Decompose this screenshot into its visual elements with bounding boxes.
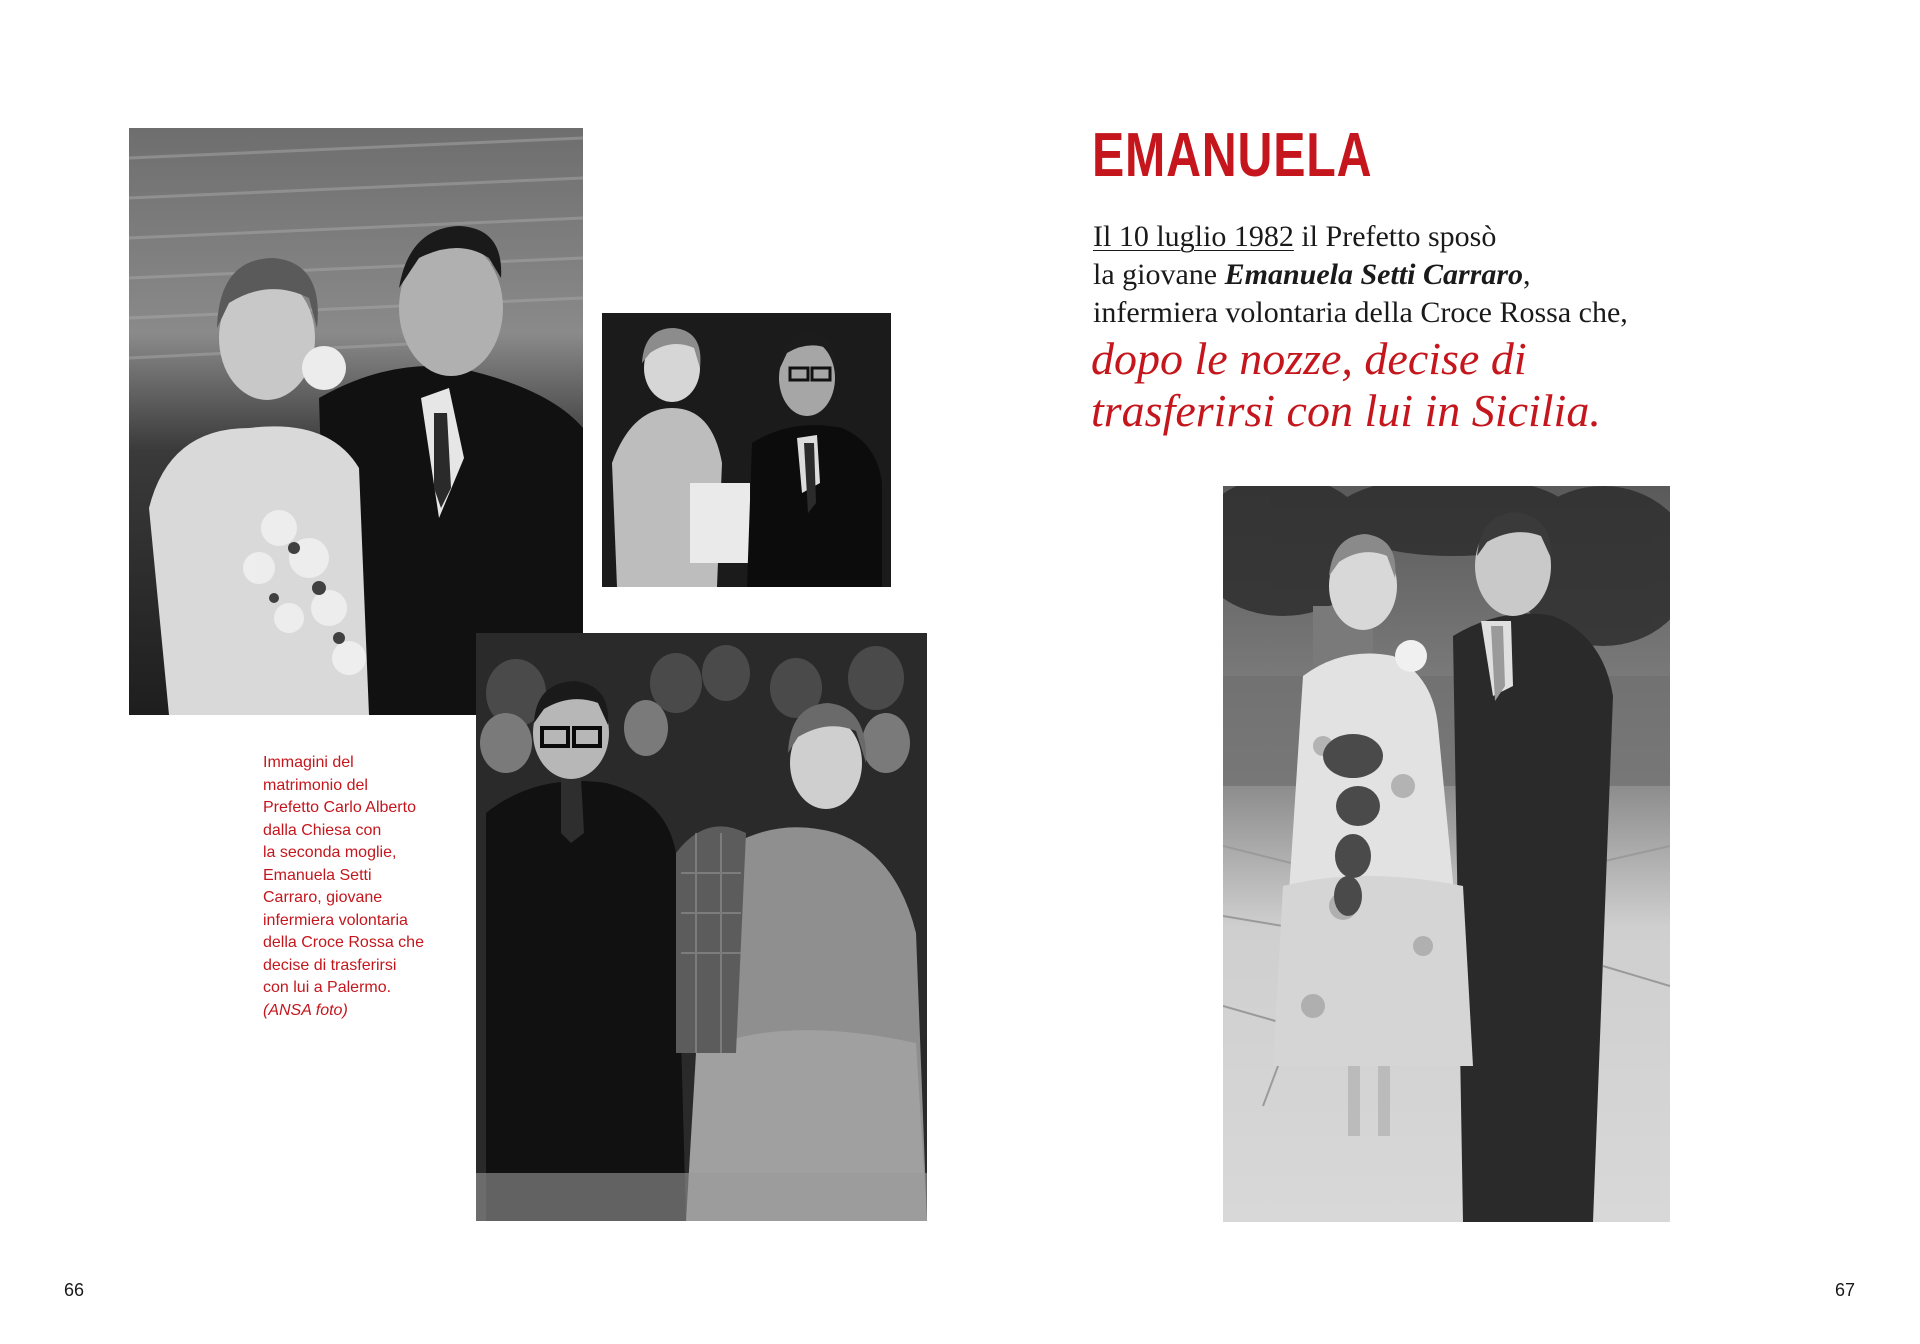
body-line-2 [1093,256,1753,294]
body-line-3: infermiera volontaria della Croce Rossa che, [1093,296,1628,329]
caption-line: Emanuela Setti [263,866,372,884]
article-title: EMANUELA [1092,121,1373,190]
caption-line: dalla Chiesa con [263,821,382,839]
pull-quote-line-1: dopo le nozze, decise di [1091,333,1527,384]
caption-line: con lui a Palermo. [263,979,392,996]
caption-line: Prefetto Carlo Alberto [263,799,416,816]
body-text-fragment: la giovane [1093,258,1225,291]
caption-line: infermiera volontaria [263,911,408,929]
wedding-date: Il 10 luglio 1982 [1093,220,1294,253]
couple-standing-photo [1223,486,1670,1222]
page-number-right: 67 [1835,1280,1856,1300]
caption-line: Carraro, giovane [263,889,383,906]
article-body [1093,218,1753,332]
pull-quote-line-2: trasferirsi con lui in Sicilia. [1091,385,1601,436]
caption-line: della Croce Rossa che [263,934,424,951]
body-text-fragment: il Prefetto sposò [1293,220,1497,253]
bride-name: Emanuela Setti Carraro [1224,258,1524,291]
photo-credit: (ANSA foto) [263,1001,348,1019]
photo-caption [263,752,468,1022]
caption-line: Immagini del [263,754,354,771]
couple-event-photo [602,313,891,587]
pull-quote [1091,333,1751,437]
caption-line: la seconda moglie, [263,844,397,861]
body-text-fragment: , [1523,258,1531,291]
caption-line: matrimonio del [263,776,368,794]
wedding-portrait-photo [129,128,583,715]
seated-couple-photo [476,633,927,1221]
body-line-1 [1093,218,1753,256]
page-number-left: 66 [64,1280,85,1300]
caption-line: decise di trasferirsi [263,956,397,974]
